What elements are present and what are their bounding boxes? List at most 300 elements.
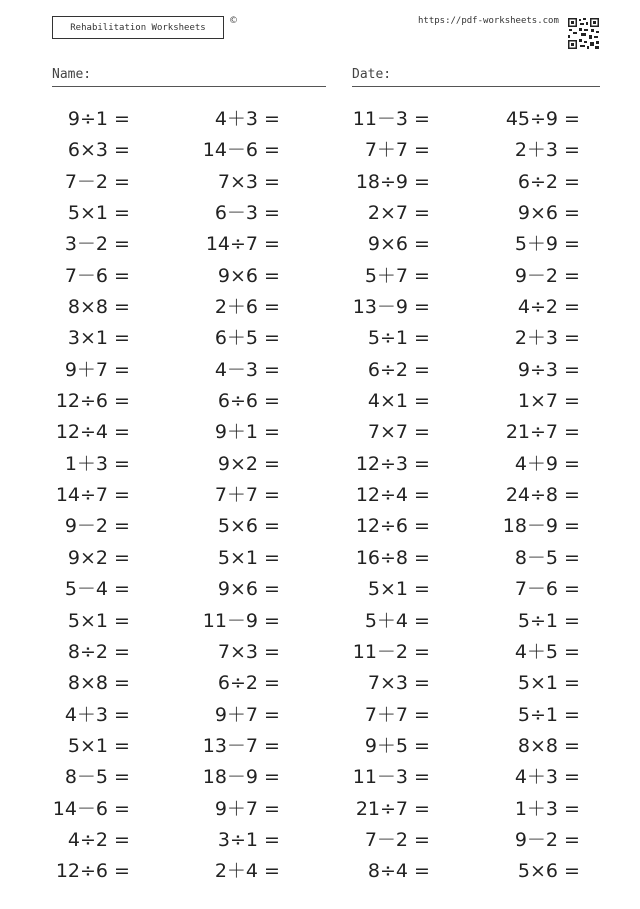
math-problem	[338, 762, 430, 793]
problem-expression: 13－9	[352, 296, 408, 319]
math-problem	[338, 700, 430, 731]
problem-expression: 8÷4	[367, 860, 408, 883]
problem-expression: 9＋7	[64, 358, 108, 381]
problem-expression: 12÷6	[55, 860, 108, 883]
equals-sign: =	[564, 484, 580, 507]
equals-sign: =	[264, 860, 280, 883]
problem-expression: 1＋3	[514, 797, 558, 820]
math-problem	[38, 198, 130, 229]
equals-sign: =	[114, 546, 130, 569]
equals-sign: =	[564, 421, 580, 444]
equals-sign: =	[264, 578, 280, 601]
math-problem	[338, 825, 430, 856]
math-problem	[188, 417, 280, 448]
equals-sign: =	[264, 766, 280, 789]
math-problem	[488, 135, 580, 166]
equals-sign: =	[414, 170, 430, 193]
math-problem	[188, 167, 280, 198]
math-problem	[38, 762, 130, 793]
problem-expression: 7×7	[367, 421, 408, 444]
problem-expression: 6÷2	[517, 170, 558, 193]
problem-row	[0, 167, 640, 198]
math-problem	[488, 511, 580, 542]
equals-sign: =	[564, 515, 580, 538]
math-problem	[338, 511, 430, 542]
problem-row	[0, 355, 640, 386]
math-problem	[488, 104, 580, 135]
problem-row	[0, 543, 640, 574]
problem-row	[0, 668, 640, 699]
problem-expression: 7×3	[217, 170, 258, 193]
equals-sign: =	[414, 233, 430, 256]
math-problem	[338, 323, 430, 354]
equals-sign: =	[564, 546, 580, 569]
math-problem	[488, 229, 580, 260]
problem-expression: 2＋4	[214, 860, 258, 883]
equals-sign: =	[414, 860, 430, 883]
website-url[interactable]: https://pdf-worksheets.com	[418, 16, 559, 26]
problem-expression: 7－6	[64, 264, 108, 287]
equals-sign: =	[114, 233, 130, 256]
equals-sign: =	[264, 452, 280, 475]
problem-expression: 6÷2	[367, 358, 408, 381]
problem-expression: 5－4	[64, 578, 108, 601]
math-problem	[188, 794, 280, 825]
math-problem	[488, 856, 580, 887]
equals-sign: =	[564, 452, 580, 475]
equals-sign: =	[414, 358, 430, 381]
equals-sign: =	[414, 734, 430, 757]
equals-sign: =	[564, 233, 580, 256]
problem-expression: 5＋4	[364, 609, 408, 632]
problem-expression: 12÷6	[355, 515, 408, 538]
problem-expression: 14－6	[202, 139, 258, 162]
problem-expression: 5÷1	[367, 327, 408, 350]
problem-expression: 6÷2	[217, 672, 258, 695]
equals-sign: =	[114, 170, 130, 193]
equals-sign: =	[414, 640, 430, 663]
math-problem	[38, 606, 130, 637]
equals-sign: =	[114, 640, 130, 663]
math-problem	[188, 261, 280, 292]
equals-sign: =	[414, 672, 430, 695]
math-problem	[38, 261, 130, 292]
equals-sign: =	[114, 703, 130, 726]
math-problem	[38, 574, 130, 605]
problem-expression: 9÷3	[517, 358, 558, 381]
math-problem	[38, 700, 130, 731]
problem-row	[0, 386, 640, 417]
problem-expression: 18－9	[202, 766, 258, 789]
math-problem	[188, 480, 280, 511]
math-problem	[188, 229, 280, 260]
math-problem	[188, 323, 280, 354]
equals-sign: =	[264, 672, 280, 695]
math-problem	[38, 794, 130, 825]
math-problem	[38, 355, 130, 386]
date-field[interactable]	[352, 66, 600, 87]
equals-sign: =	[264, 484, 280, 507]
problem-expression: 14÷7	[205, 233, 258, 256]
problem-expression: 21÷7	[355, 797, 408, 820]
problem-row	[0, 480, 640, 511]
equals-sign: =	[564, 202, 580, 225]
math-problem	[488, 668, 580, 699]
equals-sign: =	[414, 797, 430, 820]
math-problem	[188, 856, 280, 887]
equals-sign: =	[264, 327, 280, 350]
problem-expression: 16÷8	[355, 546, 408, 569]
problem-expression: 4＋9	[514, 452, 558, 475]
math-problem	[188, 668, 280, 699]
equals-sign: =	[564, 609, 580, 632]
problem-expression: 6＋5	[214, 327, 258, 350]
equals-sign: =	[414, 484, 430, 507]
math-problem	[488, 731, 580, 762]
problem-expression: 7－6	[514, 578, 558, 601]
problem-expression: 8×8	[67, 672, 108, 695]
problem-expression: 1＋3	[64, 452, 108, 475]
equals-sign: =	[114, 734, 130, 757]
equals-sign: =	[114, 797, 130, 820]
math-problem	[38, 449, 130, 480]
problem-row	[0, 323, 640, 354]
math-problem	[338, 606, 430, 637]
name-label: Name:	[52, 67, 92, 82]
equals-sign: =	[114, 484, 130, 507]
math-problem	[488, 449, 580, 480]
equals-sign: =	[264, 546, 280, 569]
problem-row	[0, 292, 640, 323]
math-problem	[488, 574, 580, 605]
math-problem	[188, 606, 280, 637]
equals-sign: =	[414, 515, 430, 538]
math-problem	[38, 825, 130, 856]
worksheet-title-box	[52, 16, 224, 39]
problem-row	[0, 104, 640, 135]
math-problem	[38, 637, 130, 668]
problem-expression: 9×2	[67, 546, 108, 569]
problem-expression: 4＋3	[214, 108, 258, 130]
math-problem	[38, 167, 130, 198]
math-problem	[488, 606, 580, 637]
problem-expression: 13－7	[202, 734, 258, 757]
equals-sign: =	[564, 640, 580, 663]
equals-sign: =	[114, 672, 130, 695]
equals-sign: =	[114, 609, 130, 632]
name-field[interactable]	[52, 66, 326, 87]
equals-sign: =	[414, 766, 430, 789]
problem-expression: 8×8	[67, 296, 108, 319]
math-problem	[338, 355, 430, 386]
equals-sign: =	[564, 672, 580, 695]
math-problem	[38, 480, 130, 511]
math-problem	[488, 292, 580, 323]
problem-expression: 9×6	[367, 233, 408, 256]
equals-sign: =	[564, 828, 580, 851]
problem-expression: 9×6	[217, 578, 258, 601]
math-problem	[188, 104, 280, 135]
math-problem	[338, 417, 430, 448]
math-problem	[188, 637, 280, 668]
problem-expression: 9＋7	[214, 703, 258, 726]
problem-expression: 4＋3	[64, 703, 108, 726]
problem-expression: 5×1	[217, 546, 258, 569]
equals-sign: =	[564, 264, 580, 287]
date-label: Date:	[352, 67, 392, 82]
problem-expression: 5×1	[367, 578, 408, 601]
math-problem	[188, 574, 280, 605]
problem-expression: 2×7	[367, 202, 408, 225]
worksheet-title: Rehabilitation Worksheets	[70, 22, 206, 33]
math-problem	[338, 167, 430, 198]
problem-expression: 7×3	[367, 672, 408, 695]
problem-row	[0, 700, 640, 731]
equals-sign: =	[564, 108, 580, 130]
equals-sign: =	[114, 390, 130, 413]
problem-expression: 2＋6	[214, 296, 258, 319]
equals-sign: =	[564, 766, 580, 789]
math-problem	[188, 198, 280, 229]
equals-sign: =	[264, 202, 280, 225]
equals-sign: =	[564, 170, 580, 193]
problem-expression: 9×2	[217, 452, 258, 475]
problem-expression: 9－2	[514, 828, 558, 851]
math-problem	[338, 856, 430, 887]
problem-row	[0, 135, 640, 166]
problem-expression: 2＋3	[514, 327, 558, 350]
equals-sign: =	[564, 390, 580, 413]
math-problem	[338, 668, 430, 699]
copyright-symbol: ©	[229, 16, 238, 26]
problem-expression: 9×6	[517, 202, 558, 225]
problem-expression: 9－2	[514, 264, 558, 287]
problem-expression: 18－9	[502, 515, 558, 538]
problem-expression: 9＋7	[214, 797, 258, 820]
problem-expression: 5×1	[67, 609, 108, 632]
equals-sign: =	[414, 202, 430, 225]
math-problem	[488, 825, 580, 856]
math-problem	[338, 292, 430, 323]
math-problem	[338, 543, 430, 574]
equals-sign: =	[564, 327, 580, 350]
equals-sign: =	[264, 390, 280, 413]
math-problem	[338, 574, 430, 605]
math-problem	[338, 229, 430, 260]
problem-expression: 8－5	[64, 766, 108, 789]
problem-expression: 4÷2	[517, 296, 558, 319]
equals-sign: =	[264, 264, 280, 287]
problem-expression: 4－3	[214, 358, 258, 381]
problem-expression: 21÷7	[505, 421, 558, 444]
problem-expression: 9＋5	[364, 734, 408, 757]
problem-row	[0, 511, 640, 542]
problem-expression: 1×7	[517, 390, 558, 413]
equals-sign: =	[564, 703, 580, 726]
math-problem	[38, 135, 130, 166]
math-problem	[38, 731, 130, 762]
problem-expression: 7＋7	[364, 139, 408, 162]
math-problem	[488, 543, 580, 574]
math-problem	[38, 543, 130, 574]
math-problem	[488, 762, 580, 793]
equals-sign: =	[414, 327, 430, 350]
problem-expression: 9×6	[217, 264, 258, 287]
math-problem	[338, 637, 430, 668]
problem-expression: 45÷9	[505, 108, 558, 130]
math-problem	[188, 825, 280, 856]
equals-sign: =	[564, 296, 580, 319]
equals-sign: =	[114, 139, 130, 162]
math-problem	[188, 355, 280, 386]
equals-sign: =	[414, 828, 430, 851]
math-problem	[188, 511, 280, 542]
problem-expression: 14÷7	[55, 484, 108, 507]
equals-sign: =	[564, 860, 580, 883]
problem-expression: 11－9	[202, 609, 258, 632]
problem-row	[0, 417, 640, 448]
math-problem	[188, 449, 280, 480]
problem-expression: 5÷1	[517, 703, 558, 726]
problem-row	[0, 856, 640, 887]
problem-expression: 5×6	[517, 860, 558, 883]
problem-row	[0, 762, 640, 793]
equals-sign: =	[114, 578, 130, 601]
math-problem	[488, 480, 580, 511]
equals-sign: =	[114, 296, 130, 319]
problem-expression: 8÷2	[67, 640, 108, 663]
math-problem	[38, 104, 130, 135]
problem-row	[0, 449, 640, 480]
equals-sign: =	[414, 264, 430, 287]
problem-expression: 7＋7	[214, 484, 258, 507]
problem-expression: 9－2	[64, 515, 108, 538]
math-problem	[338, 386, 430, 417]
equals-sign: =	[114, 515, 130, 538]
equals-sign: =	[264, 139, 280, 162]
problem-expression: 5×6	[217, 515, 258, 538]
equals-sign: =	[114, 860, 130, 883]
math-problem	[188, 135, 280, 166]
equals-sign: =	[564, 797, 580, 820]
equals-sign: =	[564, 578, 580, 601]
equals-sign: =	[264, 108, 280, 130]
equals-sign: =	[114, 452, 130, 475]
problem-expression: 7－2	[64, 170, 108, 193]
problem-row	[0, 794, 640, 825]
problem-expression: 7＋7	[364, 703, 408, 726]
problem-expression: 8－5	[514, 546, 558, 569]
equals-sign: =	[264, 296, 280, 319]
equals-sign: =	[264, 640, 280, 663]
equals-sign: =	[414, 578, 430, 601]
math-problem	[38, 386, 130, 417]
math-problem	[188, 762, 280, 793]
problem-expression: 8×8	[517, 734, 558, 757]
math-problem	[488, 167, 580, 198]
equals-sign: =	[114, 202, 130, 225]
problem-expression: 6÷6	[217, 390, 258, 413]
math-problem	[38, 668, 130, 699]
equals-sign: =	[114, 421, 130, 444]
equals-sign: =	[414, 296, 430, 319]
math-problem	[338, 794, 430, 825]
problem-expression: 4×1	[367, 390, 408, 413]
problem-expression: 2＋3	[514, 139, 558, 162]
equals-sign: =	[114, 828, 130, 851]
equals-sign: =	[114, 108, 130, 130]
problem-expression: 3×1	[67, 327, 108, 350]
math-problem	[188, 543, 280, 574]
equals-sign: =	[264, 703, 280, 726]
equals-sign: =	[414, 546, 430, 569]
equals-sign: =	[114, 327, 130, 350]
math-problem	[188, 731, 280, 762]
math-problem	[488, 386, 580, 417]
math-problem	[38, 292, 130, 323]
equals-sign: =	[414, 139, 430, 162]
math-problem	[488, 637, 580, 668]
problem-row	[0, 229, 640, 260]
equals-sign: =	[264, 358, 280, 381]
problem-row	[0, 731, 640, 762]
math-problem	[188, 700, 280, 731]
problem-expression: 9＋1	[214, 421, 258, 444]
equals-sign: =	[414, 390, 430, 413]
equals-sign: =	[114, 358, 130, 381]
math-problem	[488, 794, 580, 825]
problem-row	[0, 198, 640, 229]
problem-expression: 6×3	[67, 139, 108, 162]
equals-sign: =	[264, 828, 280, 851]
problem-expression: 24÷8	[505, 484, 558, 507]
equals-sign: =	[264, 734, 280, 757]
math-problem	[488, 323, 580, 354]
math-problem	[338, 731, 430, 762]
equals-sign: =	[114, 766, 130, 789]
problem-expression: 12÷6	[55, 390, 108, 413]
equals-sign: =	[414, 421, 430, 444]
equals-sign: =	[414, 609, 430, 632]
equals-sign: =	[414, 452, 430, 475]
math-problem	[38, 417, 130, 448]
problem-expression: 7×3	[217, 640, 258, 663]
problem-expression: 11－2	[352, 640, 408, 663]
problem-expression: 5÷1	[517, 609, 558, 632]
problem-expression: 6－3	[214, 202, 258, 225]
problem-row	[0, 825, 640, 856]
math-problem	[488, 700, 580, 731]
equals-sign: =	[564, 734, 580, 757]
equals-sign: =	[264, 421, 280, 444]
equals-sign: =	[414, 108, 430, 130]
math-problem	[188, 386, 280, 417]
equals-sign: =	[264, 609, 280, 632]
equals-sign: =	[264, 515, 280, 538]
problem-expression: 5×1	[517, 672, 558, 695]
problem-row	[0, 637, 640, 668]
equals-sign: =	[264, 170, 280, 193]
problem-expression: 14－6	[52, 797, 108, 820]
math-problem	[38, 323, 130, 354]
qr-code-icon	[567, 17, 600, 50]
problem-expression: 11－3	[352, 108, 408, 130]
problem-expression: 5＋9	[514, 233, 558, 256]
problem-grid	[0, 104, 640, 888]
equals-sign: =	[264, 233, 280, 256]
problem-expression: 12÷4	[55, 421, 108, 444]
problem-expression: 4÷2	[67, 828, 108, 851]
